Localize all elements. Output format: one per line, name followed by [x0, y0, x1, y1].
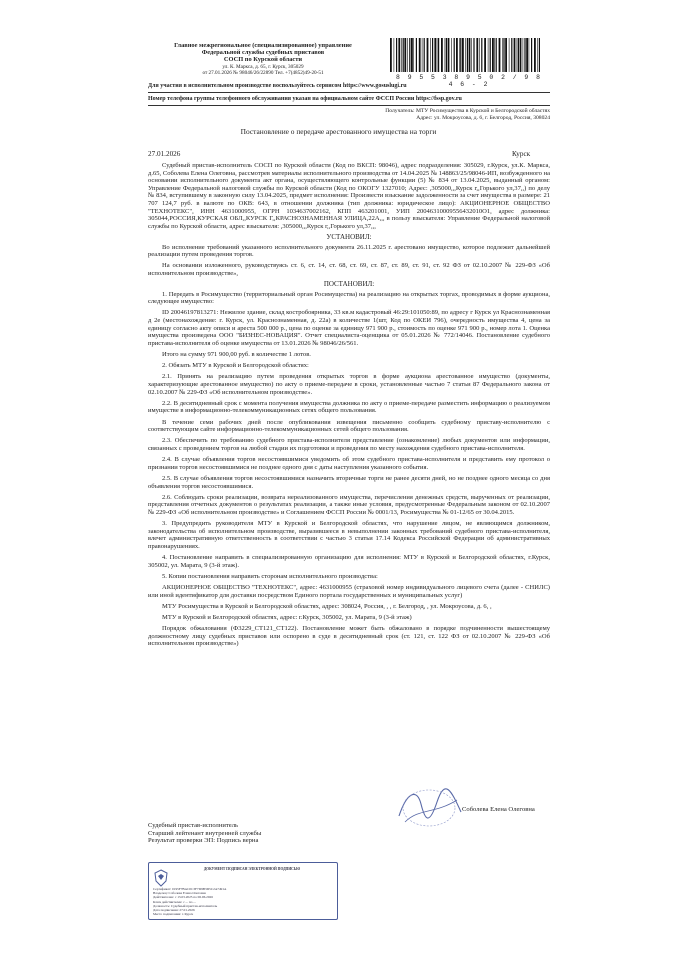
intro-paragraph: Судебный пристав-исполнитель СОСП по Курской области (Код по ВКСП: 98046), адрес подразделения: 305029, г.Курск, ул.К. Маркса, д.65, Соболева Елена Олеговна, рассмотрев материалы исполнительного производства от 14.04.2025 № 148863/25/98046-ИП, возбужденного на основании исполнительного документа акт органа, осуществляющего контрольные функции (5) № 834 от 13.04.2025, выданный органом: Управление Федеральной налоговой службы по Курской области (Код по ОКОГУ 1327010; Адрес: ,305000,,,Курск г,,Горького ул,37,,) по делу № 834, вступившему в законную силу 13.04.2025, предмет исполнения: Произвести взыскание задолженности за счет имущества в размере: 21 707 124,7 руб. в валюте по ОКВ: 643, в отношении должника (тип должника: юридическое лицо): АКЦИОНЕРНОЕ ОБЩЕСТВО "ТЕХНОТЕКС", ИНН 4631000955, ОГРН 1034637002162, КПП 463201001, УИП 20046310009556432010О1, адрес должника: 305044,РОССИЯ,КУРСКАЯ ОБЛ,,КУРСК Г,,КРАСНОЗНАМЕННАЯ УЛИЦА,22А,,, в пользу взыскателя: Управление Федеральной налоговой службы по Курской области, адрес взыскателя: ,305000,,,Курск г,,Горького ул,37,,, [148, 162, 550, 230]
clause-1: 1. Передать в Росимущество (территориальный орган Росимущества) на реализацию на открытых торгах, проводимых в форме аукциона, следующее имущество: [148, 290, 550, 306]
org-line-3: СОСП по Курской области [223, 56, 303, 64]
clause-2: 2. Обязать МТУ в Курской и Белгородской областях: [162, 362, 309, 370]
doc-reference: от 27.01.2026 № 98046/26/22890 Тел. +7(4852)49-20-51 [202, 69, 324, 76]
divider [148, 92, 550, 93]
org-line-2: Федеральной службы судебных приставов [201, 49, 325, 57]
issuer-header [148, 42, 378, 76]
esig-line: Ключ действителен: с ... по ... [153, 899, 196, 904]
clause-5b: МТУ Росимущества в Курской и Белгородской областях, адрес: 308024, Россия, , , г. Белгород, , ул. Мокроусова, д. 6, , [162, 602, 492, 610]
org-address: ул. К. Маркса, д. 65, г. Курск, 305029 [222, 63, 304, 70]
ustanovil-heading: УСТАНОВИЛ: [326, 232, 372, 241]
esig-line: Место подписания: г. Курск [153, 912, 194, 917]
signer-name: Соболева Елена Олеговна [462, 806, 535, 813]
org-line-1: Главное межрегиональное (специализированное) управление [174, 42, 352, 49]
clause-2-2b: В течение семи рабочих дней после опубликования извещения письменно сообщить судебному приставу-исполнителю с соответствующим сайте информационно-телекоммуникационных сетей общего пользования. [148, 418, 550, 434]
postanovil-heading: ПОСТАНОВИЛ: [323, 280, 375, 289]
esig-line: Должность: Судебный пристав-исполнитель [153, 903, 218, 908]
barcode-number: 8 9 5 5 3 8 9 5 0 2 / 9 8 4 6 - 2 [396, 74, 542, 88]
document-title: Постановление о передаче арестованного имущества на торги [240, 127, 437, 136]
clause-2-5: 2.5. В случае объявления торгов несостоявшимися назначить вторичные торги не ранее десяти дней, но не позднее одного месяца со дня объявления торгов несостоявшимися. [148, 474, 550, 490]
signature-check-result: Результат проверки ЭП: Подпись верна [148, 837, 259, 845]
esig-details [153, 887, 331, 916]
document-city: Курск [512, 150, 531, 158]
clause-2-1: 2.1. Принять на реализацию путем проведения открытых торгов в форме аукциона арестованное имущество (документы, характеризующие арестованное имущество) по акту о приеме-передаче в сроки, установленные частью 7 статьи 87 Федерального закона от 02.10.2007 № 229-ФЗ «Об исполнительном производстве». [148, 373, 550, 396]
clause-2-6: 2.6. Соблюдать сроки реализации, возврата нереализованного имущества, перечисления денежных средств, вырученных от реализации, представления отчетных документов о результатах реализации, а также иные условия, предусмотренные Федеральным законом от 02.10.2007 № 229-ФЗ «Об исполнительном производстве» и Соглашением ФССП России № 0001/13, Росимущества № 01-12/65 от 30.04.2015. [148, 493, 550, 516]
electronic-signature-stamp [148, 862, 338, 920]
clause-5a: АКЦИОНЕРНОЕ ОБЩЕСТВО "ТЕХНОТЕКС", адрес: 4631000955 (страховой номер индивидуального лицевого счета (далее - СНИЛС) или иной идентификатор для доставки посредством Единого портала государственных и муниципальных услуг) [148, 584, 550, 599]
recipient-name: Получатель: МТУ Росимущества в Курской и Белгородской областях [385, 108, 550, 114]
signer-position: Судебный пристав-исполнитель [148, 822, 239, 829]
ustanovil-paragraph: Во исполнение требований указанного исполнительного документа 26.11.2025 г. арестовано имущество, которое подлежит дальнейшей реализации путем проведения торгов. [148, 243, 550, 259]
esig-line: Действителен: с 13.03.2025 по 06.06.2026 [153, 895, 213, 900]
clause-2-3: 2.3. Обеспечить по требованию судебного пристава-исполнителя представление (ознакомление) любых документов или информации, связанных с проведением торгов на любой стадии их подготовки и проведения по месту нахождения судебного пристава-исполнителя. [148, 437, 550, 452]
clause-4: 4. Постановление направить в специализированную организацию для исполнения: МТУ в Курской и Белгородской областях, г.Курск, 305002, ул. Марата, 9 (3-й этаж). [148, 554, 550, 569]
signer-rank: Старший лейтенант внутренней службы [148, 829, 262, 837]
clause-1-total: Итого на сумму 971 900,00 руб. в количестве 1 лотов. [162, 351, 311, 359]
recipient-address: Адрес: ул. Мокроусова, д. 6, г. Белгород, Россия, 308024 [416, 114, 550, 121]
document-body [148, 162, 550, 652]
clause-3: 3. Предупредить руководителя МТУ в Курской и Белгородской областях, что нарушение лицом, не являющимся должником, законодательства об исполнительном производстве, выразившееся в невыполнении законных требований судебного пристава-исполнителя, влечет административную ответственность в соответствии с частью 3 статьи 17.14 Кодекса Российской Федерации об административных правонарушениях. [148, 520, 550, 550]
gosuslugi-line: Для участия в исполнительном производстве воспользуйтесь сервисом https://www.gosuslugi.ru [148, 83, 407, 89]
esig-line: Владелец: Соболева Елена Олеговна [153, 891, 206, 896]
signature-block [148, 822, 550, 845]
clause-2-2: 2.2. В десятидневный срок с момента получения имущества должника по акту о приеме-передаче разместить информацию о реализуемом имуществе в информационно-телекоммуникационных сетях общего пользования. [148, 399, 550, 415]
clause-1-item: ID 20046197813271: Нежилое здание, склад костробоярника, 33 кв.м кадастровый 46:29:101050:89, по адресу г Курск ул Краснознаменная д 2е (местонахождение: г. Курск, ул. Краснознаменная, д. 22а) в количестве 1(шт, Код по ОКЕИ 796), очередность имущества 4, цена за единицу согласно акту описи и ареста 500 000 р., цена по оценке за единицу 971 900 р., стоимость по оценке 971 900 р., номер лота 1. Оценка имущества произведена ООО "БИЗНЕС-НОВАЦИЯ". Отчет специалиста-оценщика от 05.01.2026 № 772/14046. Постановление судебного пристава-исполнителя об оценке имущества от 13.01.2026 № 98046/26/561. [148, 309, 550, 347]
document-date: 27.01.2026 [148, 150, 181, 158]
appeal-paragraph: Порядок обжалования (Ф3229_СТ121_СТ122). Постановление может быть обжаловано в порядке подчиненности вышестоящему должностному лицу судебных приставов или оспорено в суде в десятидневный срок (ст. 121, ст. 122 ФЗ от 02.10.2007 № 229-ФЗ «Об исполнительном производстве») [148, 625, 550, 648]
esig-line: Сертификат: 0195F7BAC0C3F7D9B3D5C2A7491A [153, 887, 227, 891]
barcode [388, 38, 543, 72]
recipient-block [300, 108, 550, 121]
clause-2-4: 2.4. В случае объявления торгов несостоявшимися уведомить об этом судебного пристава-исполнителя и представить ему протокол о признании торгов несостоявшимися не позднее одного дня с даты наступления указанного события. [148, 456, 550, 471]
clause-5c: МТУ в Курской и Белгородской областях, адрес: г.Курск, 305002, ул. Марата, 9 (3-й этаж) [162, 613, 412, 621]
coat-of-arms-icon [153, 869, 169, 887]
esig-title: ДОКУМЕНТ ПОДПИСАН ЭЛЕКТРОННОЙ ПОДПИСЬЮ [203, 867, 301, 871]
esig-line: Дата подписания: 27.01.2026 [153, 908, 195, 913]
divider [148, 105, 550, 106]
phone-line: Номер телефона группы телефонного обслуживания указан на официальном сайте ФССП России https://fssp.gov.ru [148, 96, 462, 102]
clause-5: 5. Копии постановления направить сторонам исполнительного производства: [162, 572, 378, 580]
basis-paragraph: На основании изложенного, руководствуясь ст. 6, ст. 14, ст. 68, ст. 69, ст. 87, ст. 89, ст. 91, ст. 92 ФЗ от 02.10.2007 № 229-ФЗ «Об исполнительном производстве», [148, 262, 550, 277]
